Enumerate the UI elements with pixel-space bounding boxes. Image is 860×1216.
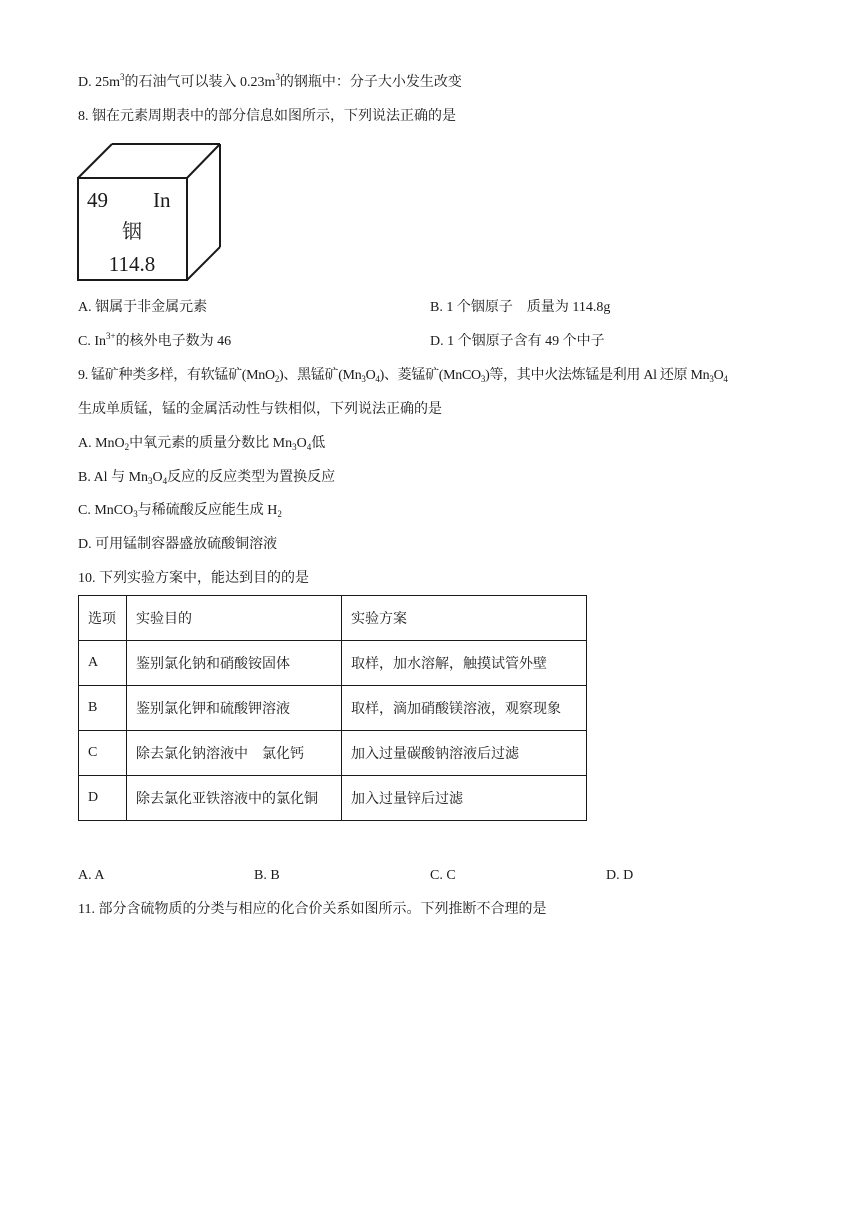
element-symbol: In xyxy=(153,188,171,212)
q8-option-c: C. $In^{3+}$的核外电子数为 46 xyxy=(78,331,232,349)
q8-option-a: A. 铟属于非金属元素 xyxy=(78,300,208,315)
q10-stem: 10. 下列实验方案中，能达到目的的是 xyxy=(78,571,309,586)
table-row xyxy=(79,776,587,821)
q11-stem: 11. 部分含硫物质的分类与相应的化合价关系如图所示。下列推断不合理的是 xyxy=(78,902,547,917)
q9-stem-line1: 9. 锰矿种类多样，有软锰矿(MnO$_2$)、黑锰矿$(Mn_3O_4)$、菱锰矿(MnCO$_3$)等，其中火法炼锰是利用 Al 还原 $Mn_3O_4$ xyxy=(78,368,728,384)
table-cell: B xyxy=(79,686,127,731)
experiment-table xyxy=(78,595,587,821)
q9-option-d: D. 可用锰制容器盛放硫酸铜溶液 xyxy=(78,537,278,552)
q10-option-c: C. C xyxy=(430,868,456,883)
element-name: 铟 xyxy=(122,219,142,243)
table-cell: D xyxy=(79,776,127,821)
element-number: 49 xyxy=(87,188,108,212)
table-cell: 加入过量碳酸钠溶液后过滤 xyxy=(342,731,587,776)
table-cell: C xyxy=(79,731,127,776)
element-card-indium xyxy=(77,142,223,284)
table-cell: A xyxy=(79,641,127,686)
table-row xyxy=(79,731,587,776)
table-header-cell: 实验目的 xyxy=(127,596,342,641)
q9-option-b: B. Al 与 $Mn_3O_4$反应的反应类型为置换反应 xyxy=(78,470,336,486)
q7-option-d: D. $25m^3$的石油气可以装入 $0.23m^3$的钢瓶中：分子大小发生改变 xyxy=(78,72,462,90)
table-row xyxy=(79,686,587,731)
q10-option-b: B. B xyxy=(254,868,280,883)
table-header-cell: 选项 xyxy=(79,596,127,641)
q9-option-a: A. MnO$_2$中氧元素的质量分数比 $Mn_3O_4$低 xyxy=(78,436,326,452)
table-cell: 除去氯化钠溶液中 氯化钙 xyxy=(127,731,342,776)
q8-option-b: B. 1 个铟原子 质量为 114.8g xyxy=(430,300,611,315)
q10-option-d: D. D xyxy=(606,868,634,883)
table-cell: 加入过量锌后过滤 xyxy=(342,776,587,821)
table-header-cell: 实验方案 xyxy=(342,596,587,641)
q9-stem-line2: 生成单质锰，锰的金属活动性与铁相似，下列说法正确的是 xyxy=(78,402,442,417)
table-row xyxy=(79,641,587,686)
table-header-row xyxy=(79,596,587,641)
q8-stem: 8. 铟在元素周期表中的部分信息如图所示，下列说法正确的是 xyxy=(78,109,456,124)
table-cell: 除去氯化亚铁溶液中的氯化铜 xyxy=(127,776,342,821)
q10-option-a: A. A xyxy=(78,868,105,883)
element-mass: 114.8 xyxy=(108,252,156,276)
table-cell: 取样，加水溶解，触摸试管外壁 xyxy=(342,641,587,686)
table-cell: 鉴别氯化钾和硫酸钾溶液 xyxy=(127,686,342,731)
table-cell: 取样，滴加硝酸镁溶液，观察现象 xyxy=(342,686,587,731)
q9-option-c: C. MnCO$_3$与稀硫酸反应能生成 $H_2$ xyxy=(78,503,282,519)
q8-option-d: D. 1 个铟原子含有 49 个中子 xyxy=(430,334,605,349)
table-cell: 鉴别氯化钠和硝酸铵固体 xyxy=(127,641,342,686)
